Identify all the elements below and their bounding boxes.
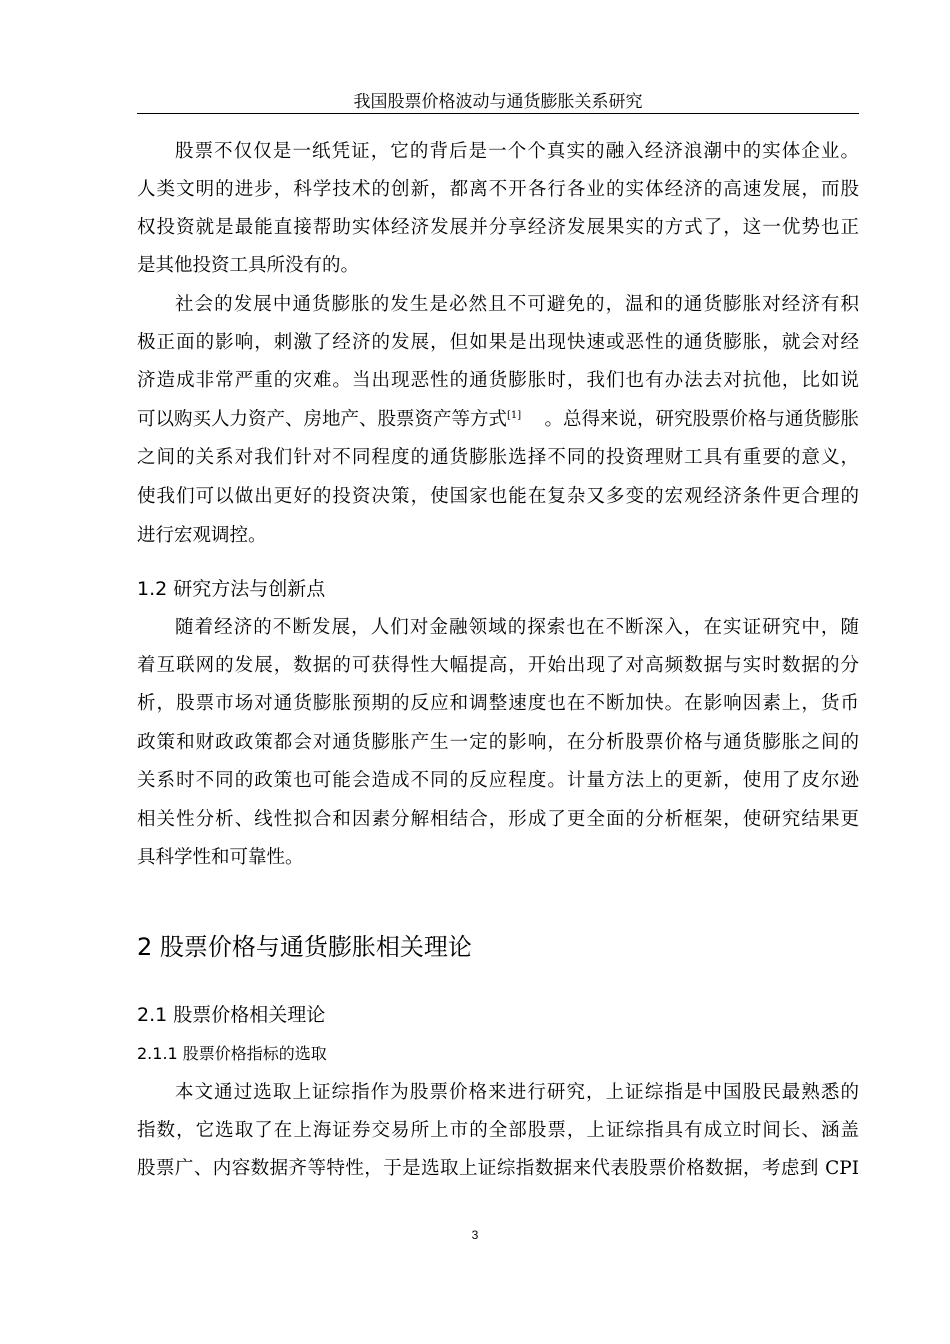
text-line: 之间的关系对我们针对不同程度的通货膨胀选择不同的投资理财工具有重要的意义， [137, 447, 859, 468]
citation-link[interactable]: [1] [507, 409, 522, 421]
text-line: 政策和财政政策都会对通货膨胀产生一定的影响，在分析股票价格与通货膨胀之间的 [137, 732, 859, 753]
text-line: 指数，它选取了在上海证券交易所上市的全部股票，上证综指具有成立时间长、涵盖 [137, 1120, 859, 1141]
section-heading: 1.2 研究方法与创新点 [137, 578, 326, 600]
text-line: 具科学性和可靠性。 [137, 847, 304, 868]
page-number: 3 [471, 1228, 479, 1242]
text-line: 股票广、内容数据齐等特性，于是选取上证综指数据来代表股票价格数据，考虑到 CPI [137, 1158, 859, 1179]
text-line: 析，股票市场对通货膨胀预期的反应和调整速度也在不断加快。在影响因素上，货币 [137, 693, 859, 714]
text-line: 是其他投资工具所没有的。 [137, 255, 360, 276]
text-line: 股票不仅仅是一纸凭证，它的背后是一个个真实的融入经济浪潮中的实体企业。 [175, 141, 859, 162]
text-line: 相关性分析、线性拟合和因素分解相结合，形成了更全面的分析框架，使研究结果更 [137, 809, 859, 830]
text-line: 随着经济的不断发展，人们对金融领域的探索也在不断深入，在实证研究中，随 [175, 617, 859, 638]
chapter-heading: 2 股票价格与通货膨胀相关理论 [137, 933, 472, 961]
text-line: 关系时不同的政策也可能会造成不同的反应程度。计量方法上的更新，使用了皮尔逊 [137, 770, 859, 791]
section-heading: 2.1 股票价格相关理论 [137, 1004, 326, 1026]
text-line [137, 407, 859, 433]
text-line: 本文通过选取上证综指作为股票价格来进行研究，上证综指是中国股民最熟悉的 [175, 1082, 859, 1103]
subsection-heading: 2.1.1 股票价格指标的选取 [137, 1044, 327, 1063]
text-line: 着互联网的发展，数据的可获得性大幅提高，开始出现了对高频数据与实时数据的分 [137, 655, 859, 676]
text-line: 进行宏观调控。 [137, 525, 267, 546]
text-line: 权投资就是最能直接帮助实体经济发展并分享经济发展果实的方式了，这一优势也正 [137, 217, 859, 238]
text-segment: 。总得来说，研究股票价格与通货膨胀 [544, 409, 859, 430]
text-line: 极正面的影响，刺激了经济的发展，但如果是出现快速或恶性的通货膨胀，就会对经 [137, 332, 859, 353]
text-line: 社会的发展中通货膨胀的发生是必然且不可避免的，温和的通货膨胀对经济有积 [175, 294, 859, 315]
text-segment: 可以购买人力资产、房地产、股票资产等方式 [137, 409, 508, 430]
text-line: 人类文明的进步，科学技术的创新，都离不开各行各业的实体经济的高速发展，而股 [137, 179, 859, 200]
running-header: 我国股票价格波动与通货膨胀关系研究 [353, 92, 643, 112]
header-rule [137, 113, 859, 114]
text-line: 使我们可以做出更好的投资决策，使国家也能在复杂又多变的宏观经济条件更合理的 [137, 486, 859, 507]
text-line: 济造成非常严重的灾难。当出现恶性的通货膨胀时，我们也有办法去对抗他，比如说 [137, 370, 859, 391]
